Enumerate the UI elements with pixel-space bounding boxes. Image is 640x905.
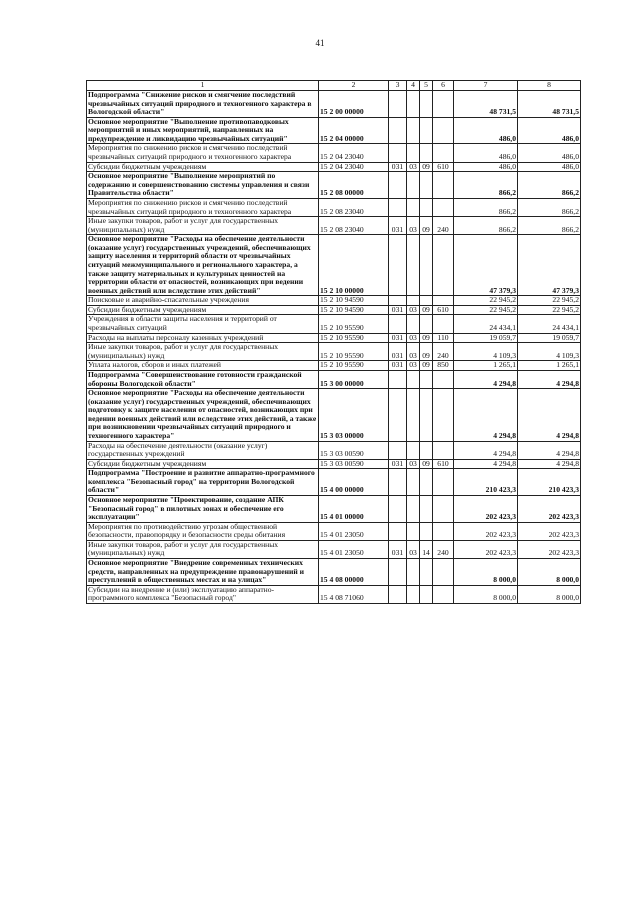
row-target-code: 15 2 10 94590 (319, 296, 389, 306)
table-row (87, 162, 581, 172)
row-amount-col8: 4 109,3 (518, 343, 581, 361)
row-amount-col7: 486,0 (454, 117, 518, 144)
table-row (87, 235, 581, 296)
page-number: 41 (315, 38, 325, 48)
row-ministry-code: 031 (389, 333, 407, 343)
row-amount-col8: 866,2 (518, 217, 581, 235)
row-section-code: 03 (407, 361, 420, 371)
budget-table (86, 80, 581, 604)
row-ministry-code (389, 389, 407, 441)
row-ministry-code (389, 441, 407, 459)
row-amount-col8: 22 945,2 (518, 305, 581, 315)
row-section-code: 03 (407, 305, 420, 315)
row-name: Основное мероприятие "Внедрение современных технических средств, направленных на предупреждение правонарушений и преступлений в общественных местах и на улицах" (87, 559, 319, 586)
row-subsection-code (420, 441, 433, 459)
row-subsection-code (420, 235, 433, 296)
row-name: Иные закупки товаров, работ и услуг для государственных (муниципальных) нужд (87, 343, 319, 361)
table-row (87, 585, 581, 603)
table-row (87, 198, 581, 216)
row-target-code: 15 2 10 00000 (319, 235, 389, 296)
row-target-code: 15 3 03 00000 (319, 389, 389, 441)
row-name: Расходы на выплаты персоналу казенных учреждений (87, 333, 319, 343)
row-section-code (407, 172, 420, 199)
row-amount-col8: 8 000,0 (518, 585, 581, 603)
table-row (87, 144, 581, 162)
row-name: Основное мероприятие "Проектирование, создание АПК "Безопасный город" в пилотных зонах и обеспечение его эксплуатации" (87, 496, 319, 523)
table-row (87, 217, 581, 235)
row-section-code (407, 91, 420, 118)
row-amount-col8: 202 423,3 (518, 522, 581, 540)
row-ministry-code (389, 117, 407, 144)
row-section-code (407, 235, 420, 296)
row-target-code: 15 2 10 95590 (319, 333, 389, 343)
row-name: Основное мероприятие "Расходы на обеспечение деятельности (оказание услуг) государственных учреждений, обеспечивающих защиту населения и территорий области от чрезвычайных ситуаций межмуниципального и регионального характера, а также защиту материальных и культурных ценностей на территории области от опасностей, возникающих при ведении военных действий или вследствие этих действий" (87, 235, 319, 296)
column-header: 3 (389, 81, 407, 91)
table-row (87, 117, 581, 144)
column-header: 5 (420, 81, 433, 91)
row-subsection-code (420, 91, 433, 118)
row-section-code (407, 469, 420, 496)
row-section-code: 03 (407, 343, 420, 361)
row-expense-type: 850 (433, 361, 454, 371)
row-expense-type (433, 172, 454, 199)
row-name: Субсидии бюджетным учреждениям (87, 162, 319, 172)
row-amount-col7: 866,2 (454, 217, 518, 235)
row-amount-col8: 202 423,3 (518, 540, 581, 558)
row-amount-col8: 866,2 (518, 172, 581, 199)
row-subsection-code (420, 496, 433, 523)
row-amount-col8: 19 059,7 (518, 333, 581, 343)
row-section-code (407, 117, 420, 144)
row-expense-type (433, 469, 454, 496)
row-amount-col8: 486,0 (518, 117, 581, 144)
row-section-code: 03 (407, 333, 420, 343)
row-amount-col7: 866,2 (454, 198, 518, 216)
row-ministry-code (389, 144, 407, 162)
row-ministry-code (389, 235, 407, 296)
row-subsection-code (420, 370, 433, 388)
row-name: Подпрограмма "Снижение рисков и смягчение последствий чрезвычайных ситуаций природного и техногенного характера в Вологодской области" (87, 91, 319, 118)
row-target-code: 15 4 01 23050 (319, 540, 389, 558)
table-body (87, 91, 581, 604)
row-section-code: 03 (407, 540, 420, 558)
row-subsection-code: 09 (420, 343, 433, 361)
row-amount-col8: 4 294,8 (518, 389, 581, 441)
row-section-code (407, 144, 420, 162)
row-amount-col7: 4 294,8 (454, 441, 518, 459)
row-amount-col8: 4 294,8 (518, 370, 581, 388)
row-target-code: 15 2 10 95590 (319, 361, 389, 371)
row-name: Мероприятия по снижению рисков и смягчению последствий чрезвычайных ситуаций природного и техногенного характера (87, 144, 319, 162)
row-subsection-code (420, 469, 433, 496)
row-amount-col8: 47 379,3 (518, 235, 581, 296)
row-subsection-code: 09 (420, 361, 433, 371)
row-name: Субсидии на внедрение и (или) эксплуатацию аппаратно-программного комплекса "Безопасный город" (87, 585, 319, 603)
table-row (87, 559, 581, 586)
row-amount-col7: 4 294,8 (454, 459, 518, 469)
row-subsection-code: 09 (420, 459, 433, 469)
row-ministry-code (389, 522, 407, 540)
row-expense-type: 240 (433, 217, 454, 235)
row-subsection-code (420, 585, 433, 603)
column-header: 2 (319, 81, 389, 91)
row-target-code: 15 2 08 00000 (319, 172, 389, 199)
row-expense-type: 240 (433, 343, 454, 361)
row-amount-col7: 8 000,0 (454, 559, 518, 586)
row-target-code: 15 4 01 00000 (319, 496, 389, 523)
row-target-code: 15 4 01 23050 (319, 522, 389, 540)
row-ministry-code: 031 (389, 217, 407, 235)
row-subsection-code (420, 296, 433, 306)
table-row (87, 540, 581, 558)
row-amount-col7: 210 423,3 (454, 469, 518, 496)
column-header: 7 (454, 81, 518, 91)
row-name: Мероприятия по снижению рисков и смягчению последствий чрезвычайных ситуаций природного и техногенного характера (87, 198, 319, 216)
row-section-code (407, 198, 420, 216)
table-row (87, 389, 581, 441)
row-name: Поисковые и аварийно-спасательные учреждения (87, 296, 319, 306)
row-ministry-code: 031 (389, 162, 407, 172)
row-expense-type: 240 (433, 540, 454, 558)
row-ministry-code (389, 172, 407, 199)
row-amount-col7: 486,0 (454, 162, 518, 172)
row-name: Основное мероприятие "Выполнение противопаводковых мероприятий и иных мероприятий, направленных на предупреждение и ликвидацию чрезвычайных ситуаций" (87, 117, 319, 144)
row-target-code: 15 2 10 94590 (319, 305, 389, 315)
row-expense-type: 110 (433, 333, 454, 343)
row-amount-col7: 8 000,0 (454, 585, 518, 603)
row-section-code (407, 315, 420, 333)
row-name: Субсидии бюджетным учреждениям (87, 305, 319, 315)
row-section-code (407, 559, 420, 586)
row-subsection-code (420, 315, 433, 333)
row-amount-col7: 1 265,1 (454, 361, 518, 371)
table-row (87, 361, 581, 371)
row-ministry-code: 031 (389, 459, 407, 469)
row-amount-col7: 202 423,3 (454, 496, 518, 523)
row-amount-col8: 486,0 (518, 144, 581, 162)
row-amount-col8: 8 000,0 (518, 559, 581, 586)
column-header: 6 (433, 81, 454, 91)
row-subsection-code: 09 (420, 305, 433, 315)
row-ministry-code: 031 (389, 361, 407, 371)
table-row (87, 522, 581, 540)
row-expense-type (433, 370, 454, 388)
row-expense-type: 610 (433, 305, 454, 315)
row-expense-type (433, 315, 454, 333)
row-target-code: 15 4 08 71060 (319, 585, 389, 603)
row-expense-type (433, 585, 454, 603)
row-expense-type (433, 117, 454, 144)
row-name: Подпрограмма "Совершенствование готовности гражданской обороны Вологодской области" (87, 370, 319, 388)
row-section-code (407, 441, 420, 459)
row-name: Расходы на обеспечение деятельности (оказание услуг) государственных учреждений (87, 441, 319, 459)
row-subsection-code: 09 (420, 162, 433, 172)
table-row (87, 91, 581, 118)
row-ministry-code (389, 370, 407, 388)
row-section-code (407, 296, 420, 306)
table-row (87, 343, 581, 361)
row-target-code: 15 3 03 00590 (319, 459, 389, 469)
column-header: 8 (518, 81, 581, 91)
row-amount-col8: 866,2 (518, 198, 581, 216)
row-expense-type (433, 296, 454, 306)
row-ministry-code (389, 296, 407, 306)
row-amount-col7: 866,2 (454, 172, 518, 199)
row-amount-col8: 24 434,1 (518, 315, 581, 333)
row-expense-type (433, 235, 454, 296)
row-expense-type (433, 91, 454, 118)
table-row (87, 496, 581, 523)
row-subsection-code (420, 144, 433, 162)
row-ministry-code (389, 315, 407, 333)
row-ministry-code: 031 (389, 540, 407, 558)
row-ministry-code (389, 559, 407, 586)
table-row (87, 441, 581, 459)
row-amount-col8: 210 423,3 (518, 469, 581, 496)
row-name: Субсидии бюджетным учреждениям (87, 459, 319, 469)
row-name: Основное мероприятие "Расходы на обеспечение деятельности (оказание услуг) государственных учреждений, обеспечивающих подготовку к защите населения от опасностей, возникающих при ведении военных действий или вследствие этих действий, а также при возникновении чрезвычайных ситуаций природного и техногенного характера" (87, 389, 319, 441)
row-target-code: 15 2 08 23040 (319, 198, 389, 216)
row-section-code: 03 (407, 459, 420, 469)
table-row (87, 315, 581, 333)
row-section-code (407, 496, 420, 523)
row-section-code (407, 522, 420, 540)
row-expense-type (433, 389, 454, 441)
row-expense-type (433, 522, 454, 540)
row-name: Учреждения в области защиты населения и территорий от чрезвычайных ситуаций (87, 315, 319, 333)
row-ministry-code (389, 91, 407, 118)
column-header: 1 (87, 81, 319, 91)
row-target-code: 15 2 10 95590 (319, 315, 389, 333)
row-amount-col8: 486,0 (518, 162, 581, 172)
row-amount-col7: 4 294,8 (454, 370, 518, 388)
row-target-code: 15 2 00 00000 (319, 91, 389, 118)
row-ministry-code: 031 (389, 305, 407, 315)
row-subsection-code (420, 559, 433, 586)
row-section-code (407, 585, 420, 603)
row-amount-col8: 1 265,1 (518, 361, 581, 371)
row-amount-col8: 4 294,8 (518, 459, 581, 469)
row-name: Уплата налогов, сборов и иных платежей (87, 361, 319, 371)
row-amount-col8: 48 731,5 (518, 91, 581, 118)
row-subsection-code: 09 (420, 217, 433, 235)
row-target-code: 15 4 00 00000 (319, 469, 389, 496)
row-section-code (407, 389, 420, 441)
row-ministry-code: 031 (389, 343, 407, 361)
row-subsection-code (420, 198, 433, 216)
row-ministry-code (389, 496, 407, 523)
row-ministry-code (389, 198, 407, 216)
row-expense-type (433, 559, 454, 586)
row-amount-col8: 22 945,2 (518, 296, 581, 306)
header-row (87, 81, 581, 91)
row-subsection-code: 09 (420, 333, 433, 343)
table-row (87, 370, 581, 388)
row-amount-col8: 202 423,3 (518, 496, 581, 523)
row-subsection-code (420, 172, 433, 199)
row-amount-col7: 19 059,7 (454, 333, 518, 343)
row-amount-col7: 4 109,3 (454, 343, 518, 361)
table-row (87, 296, 581, 306)
row-amount-col8: 4 294,8 (518, 441, 581, 459)
row-target-code: 15 2 04 00000 (319, 117, 389, 144)
row-expense-type: 610 (433, 162, 454, 172)
row-name: Подпрограмма "Построение и развитие аппаратно-программного комплекса "Безопасный город" на территории Вологодской области" (87, 469, 319, 496)
table-row (87, 469, 581, 496)
row-amount-col7: 47 379,3 (454, 235, 518, 296)
row-subsection-code (420, 389, 433, 441)
row-target-code: 15 2 08 23040 (319, 217, 389, 235)
row-expense-type (433, 198, 454, 216)
row-ministry-code (389, 469, 407, 496)
row-name: Основное мероприятие "Выполнение мероприятий по содержанию и совершенствованию системы управления и связи Правительства области" (87, 172, 319, 199)
row-target-code: 15 2 04 23040 (319, 144, 389, 162)
row-expense-type (433, 496, 454, 523)
row-amount-col7: 202 423,3 (454, 522, 518, 540)
row-section-code (407, 370, 420, 388)
table-row (87, 305, 581, 315)
row-subsection-code (420, 522, 433, 540)
row-amount-col7: 486,0 (454, 144, 518, 162)
row-expense-type: 610 (433, 459, 454, 469)
row-amount-col7: 48 731,5 (454, 91, 518, 118)
row-name: Иные закупки товаров, работ и услуг для государственных (муниципальных) нужд (87, 540, 319, 558)
row-expense-type (433, 144, 454, 162)
row-section-code: 03 (407, 162, 420, 172)
row-target-code: 15 2 04 23040 (319, 162, 389, 172)
row-name: Иные закупки товаров, работ и услуг для государственных (муниципальных) нужд (87, 217, 319, 235)
table-row (87, 459, 581, 469)
row-subsection-code (420, 117, 433, 144)
row-amount-col7: 24 434,1 (454, 315, 518, 333)
row-target-code: 15 4 08 00000 (319, 559, 389, 586)
row-amount-col7: 22 945,2 (454, 296, 518, 306)
row-amount-col7: 4 294,8 (454, 389, 518, 441)
row-amount-col7: 202 423,3 (454, 540, 518, 558)
row-subsection-code: 14 (420, 540, 433, 558)
row-section-code: 03 (407, 217, 420, 235)
row-target-code: 15 3 00 00000 (319, 370, 389, 388)
row-target-code: 15 2 10 95590 (319, 343, 389, 361)
table-row (87, 172, 581, 199)
row-name: Мероприятия по противодействию угрозам общественной безопасности, правопорядку и безопасности среды обитания (87, 522, 319, 540)
row-target-code: 15 3 03 00590 (319, 441, 389, 459)
column-header: 4 (407, 81, 420, 91)
row-expense-type (433, 441, 454, 459)
row-ministry-code (389, 585, 407, 603)
table-row (87, 333, 581, 343)
row-amount-col7: 22 945,2 (454, 305, 518, 315)
